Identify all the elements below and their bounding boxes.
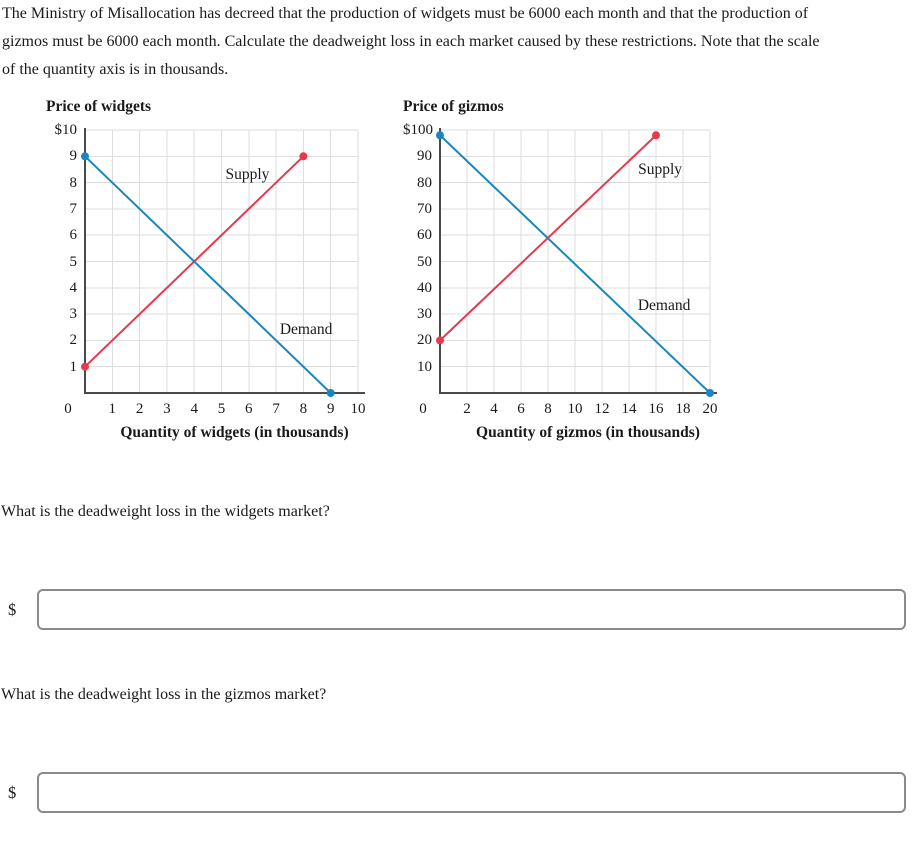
x-tick-label: 16 bbox=[648, 401, 664, 417]
x-tick-label: 2 bbox=[135, 401, 144, 417]
x-axis-title: Quantity of widgets (in thousands) bbox=[120, 424, 349, 441]
supply-curve-label: Supply bbox=[225, 165, 270, 183]
dollar-sign-label: $ bbox=[8, 600, 17, 619]
y-tick-label: 90 bbox=[417, 148, 432, 165]
y-tick-label: 7 bbox=[69, 200, 77, 217]
x-tick-label: 9 bbox=[326, 401, 335, 417]
supply-endpoint-dot bbox=[652, 131, 660, 139]
y-tick-label: $10 bbox=[54, 122, 77, 138]
problem-line: The Ministry of Misallocation has decreed that the production of widgets must be 6000 each month and that the production of bbox=[2, 5, 809, 22]
y-tick-label: 40 bbox=[417, 279, 432, 296]
y-tick-label: 1 bbox=[69, 358, 77, 375]
x-tick-label: 6 bbox=[245, 401, 253, 417]
y-tick-label: $100 bbox=[403, 122, 433, 138]
problem-statement bbox=[2, 0, 922, 84]
problem-line: gizmos must be 6000 each month. Calculate the deadweight loss in each market caused by these restrictions. Note that the scale bbox=[2, 33, 820, 50]
question-gizmos-dwl: What is the deadweight loss in the gizmos market? bbox=[1, 686, 327, 703]
question-widgets-dwl: What is the deadweight loss in the widgets market? bbox=[1, 503, 330, 520]
widgets-market-chart bbox=[46, 97, 411, 462]
x-tick-label: 10 bbox=[350, 401, 366, 417]
y-tick-label: 5 bbox=[69, 253, 77, 270]
y-tick-label: 9 bbox=[69, 148, 77, 165]
x-tick-label: 4 bbox=[490, 401, 498, 417]
y-tick-label: 6 bbox=[69, 227, 77, 244]
y-tick-label: 8 bbox=[69, 174, 77, 191]
chart-title: Price of widgets bbox=[46, 98, 152, 115]
y-tick-label: 50 bbox=[417, 253, 432, 270]
y-tick-label: 80 bbox=[417, 174, 432, 191]
origin-label: 0 bbox=[419, 401, 427, 417]
x-tick-label: 5 bbox=[217, 401, 226, 417]
x-tick-label: 12 bbox=[594, 401, 610, 417]
y-tick-label: 60 bbox=[417, 227, 432, 244]
y-tick-label: 70 bbox=[417, 200, 432, 217]
x-tick-label: 3 bbox=[163, 401, 171, 417]
y-tick-label: 10 bbox=[417, 358, 432, 375]
x-axis-title: Quantity of gizmos (in thousands) bbox=[476, 424, 700, 441]
supply-endpoint-dot bbox=[299, 152, 307, 160]
supply-curve-label: Supply bbox=[638, 160, 683, 178]
y-tick-label: 20 bbox=[417, 332, 432, 349]
x-tick-label: 1 bbox=[108, 401, 117, 417]
y-tick-label: 2 bbox=[69, 332, 77, 349]
x-tick-label: 8 bbox=[544, 401, 552, 417]
demand-endpoint-dot bbox=[327, 389, 335, 397]
x-tick-label: 14 bbox=[621, 401, 637, 417]
origin-label: 0 bbox=[64, 401, 72, 417]
x-tick-label: 20 bbox=[702, 401, 718, 417]
gizmos-market-chart bbox=[403, 97, 768, 462]
chart-title: Price of gizmos bbox=[403, 98, 504, 115]
supply-endpoint-dot bbox=[436, 336, 444, 344]
x-tick-label: 6 bbox=[517, 401, 525, 417]
widgets-dwl-input[interactable] bbox=[37, 589, 906, 630]
gizmos-dwl-input[interactable] bbox=[37, 772, 906, 813]
x-tick-label: 18 bbox=[675, 401, 691, 417]
demand-endpoint-dot bbox=[81, 152, 89, 160]
y-tick-label: 30 bbox=[417, 306, 432, 323]
x-tick-label: 4 bbox=[190, 401, 198, 417]
x-tick-label: 8 bbox=[299, 401, 308, 417]
x-tick-label: 2 bbox=[463, 401, 471, 417]
demand-endpoint-dot bbox=[706, 389, 714, 397]
y-tick-label: 3 bbox=[69, 306, 77, 323]
demand-curve-label: Demand bbox=[279, 320, 333, 338]
dollar-sign-label: $ bbox=[8, 783, 17, 802]
supply-endpoint-dot bbox=[81, 363, 89, 371]
x-tick-label: 7 bbox=[272, 401, 280, 417]
x-tick-label: 10 bbox=[567, 401, 583, 417]
problem-line: of the quantity axis is in thousands. bbox=[2, 61, 229, 78]
demand-curve-label: Demand bbox=[637, 297, 691, 315]
y-tick-label: 4 bbox=[69, 279, 77, 296]
demand-line bbox=[85, 156, 331, 393]
demand-endpoint-dot bbox=[436, 131, 444, 139]
